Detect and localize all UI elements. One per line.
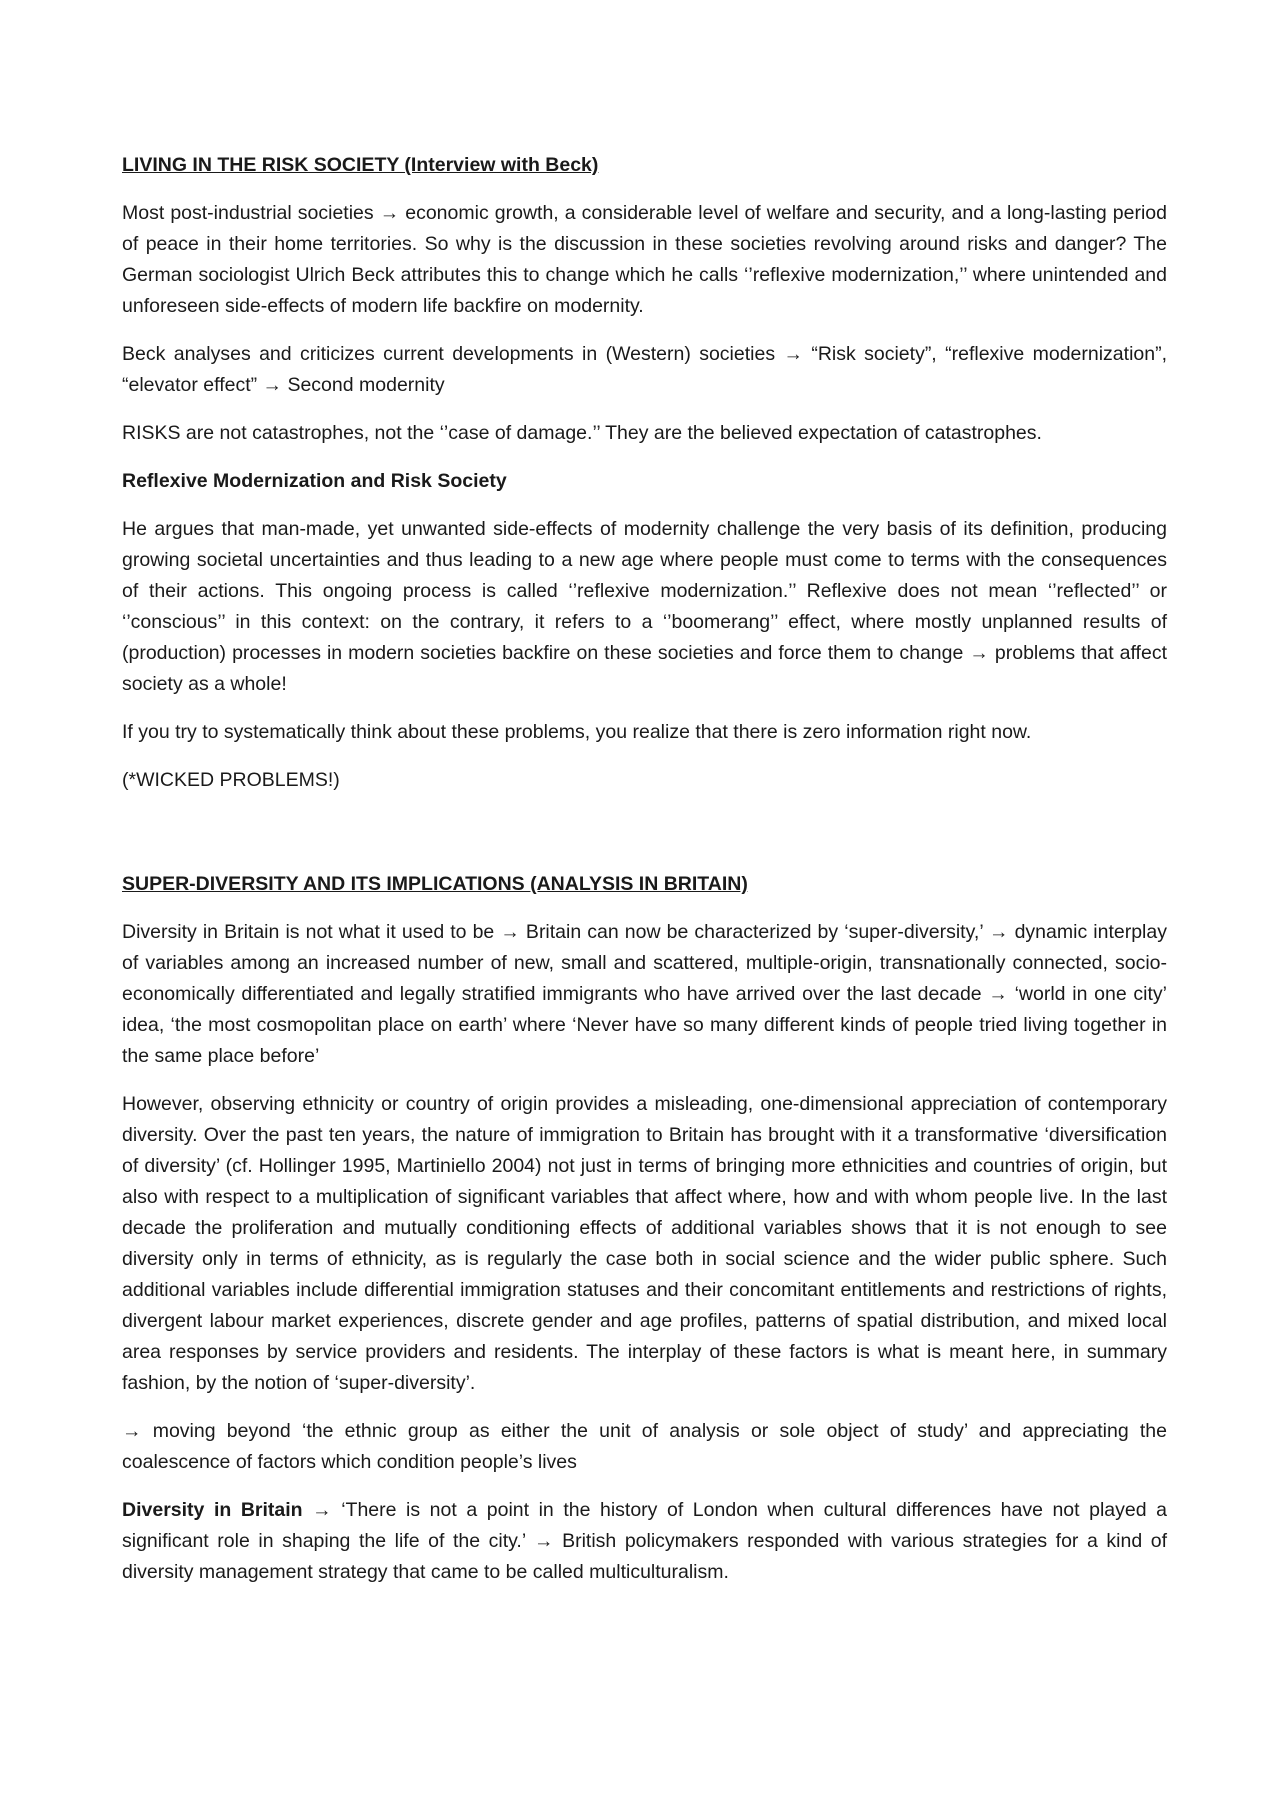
- section-spacer: [122, 813, 1167, 869]
- section-heading-risk-society: LIVING IN THE RISK SOCIETY (Interview with Beck): [122, 154, 599, 176]
- paragraph-post-industrial: Most post-industrial societies → economic growth, a considerable level of welfare and security, and a long-lasting period of peace in their home territories. So why is the discussion in these societies revolving around risks and danger? The German sociologist Ulrich Beck attributes this to change which he calls ‘’reflexive modernization,’’ where unintended and unforeseen side-effects of modern life backfire on modernity.: [122, 202, 1167, 317]
- paragraph-ethnicity-misleading: However, observing ethnicity or country of origin provides a misleading, one-dimensional appreciation of contemporary diversity. Over the past ten years, the nature of immigration to Britain has brought with it a transformative ‘diversification of diversity’ (cf. Hollinger 1995, Martiniello 2004) not just in terms of bringing more ethnicities and countries of origin, but also with respect to a multiplication of significant variables that affect where, how and with whom people live. In the last decade the proliferation and mutually conditioning effects of additional variables shows that it is not enough to see diversity only in terms of ethnicity, as is regularly the case both in social science and the wider public sphere. Such additional variables include differential immigration statuses and their concomitant entitlements and restrictions of rights, divergent labour market experiences, discrete gender and age profiles, patterns of spatial distribution, and mixed local area responses by service providers and residents. The interplay of these factors is what is meant here, in summary fashion, by the notion of ‘super-diversity’.: [122, 1093, 1167, 1394]
- paragraph-wicked-problems: (*WICKED PROBLEMS!): [122, 769, 340, 791]
- subheading-reflexive-modernization: Reflexive Modernization and Risk Society: [122, 470, 507, 492]
- paragraph-diversity-britain: Diversity in Britain is not what it used to be → Britain can now be characterized by ‘super-diversity,’ → dynamic interplay of variables among an increased number of new, small and scattered, multiple-origin, transnationally connected, socio-economically differentiated and legally stratified immigrants who have arrived over the last decade → ‘world in one city’ idea, ‘the most cosmopolitan place on earth’ where ‘Never have so many different kinds of people tried living together in the same place before’: [122, 921, 1167, 1067]
- section-heading-super-diversity: SUPER-DIVERSITY AND ITS IMPLICATIONS (ANALYSIS IN BRITAIN): [122, 873, 748, 895]
- paragraph-diversity-in-britain: [122, 1495, 1167, 1588]
- paragraph-lead-bold: Diversity in Britain: [122, 1499, 303, 1521]
- paragraph-risks-definition: RISKS are not catastrophes, not the ‘’case of damage.’’ They are the believed expectation of catastrophes.: [122, 422, 1042, 444]
- paragraph-moving-beyond: → moving beyond ‘the ethnic group as either the unit of analysis or sole object of study’ and appreciating the coalescence of factors which condition people’s lives: [122, 1420, 1167, 1473]
- paragraph-man-made-side-effects: He argues that man-made, yet unwanted side-effects of modernity challenge the very basis of its definition, producing growing societal uncertainties and thus leading to a new age where people must come to terms with the consequences of their actions. This ongoing process is called ‘’reflexive modernization.’’ Reflexive does not mean ‘’reflected’’ or ‘’conscious’’ in this context: on the contrary, it refers to a ‘’boomerang’’ effect, where mostly unplanned results of (production) processes in modern societies backfire on these societies and force them to change → problems that affect society as a whole!: [122, 518, 1167, 695]
- paragraph-body-text: → ‘There is not a point in the history of London when cultural differences have not played a significant role in shaping the life of the city.’ → British policymakers responded with various strategies for a kind of diversity management strategy that came to be called multiculturalism.: [122, 1499, 1167, 1583]
- paragraph-zero-information: If you try to systematically think about these problems, you realize that there is zero information right now.: [122, 721, 1032, 743]
- paragraph-beck-analyses: Beck analyses and criticizes current developments in (Western) societies → “Risk society”, “reflexive modernization”, “elevator effect” → Second modernity: [122, 343, 1167, 396]
- document-page: [122, 150, 1167, 1605]
